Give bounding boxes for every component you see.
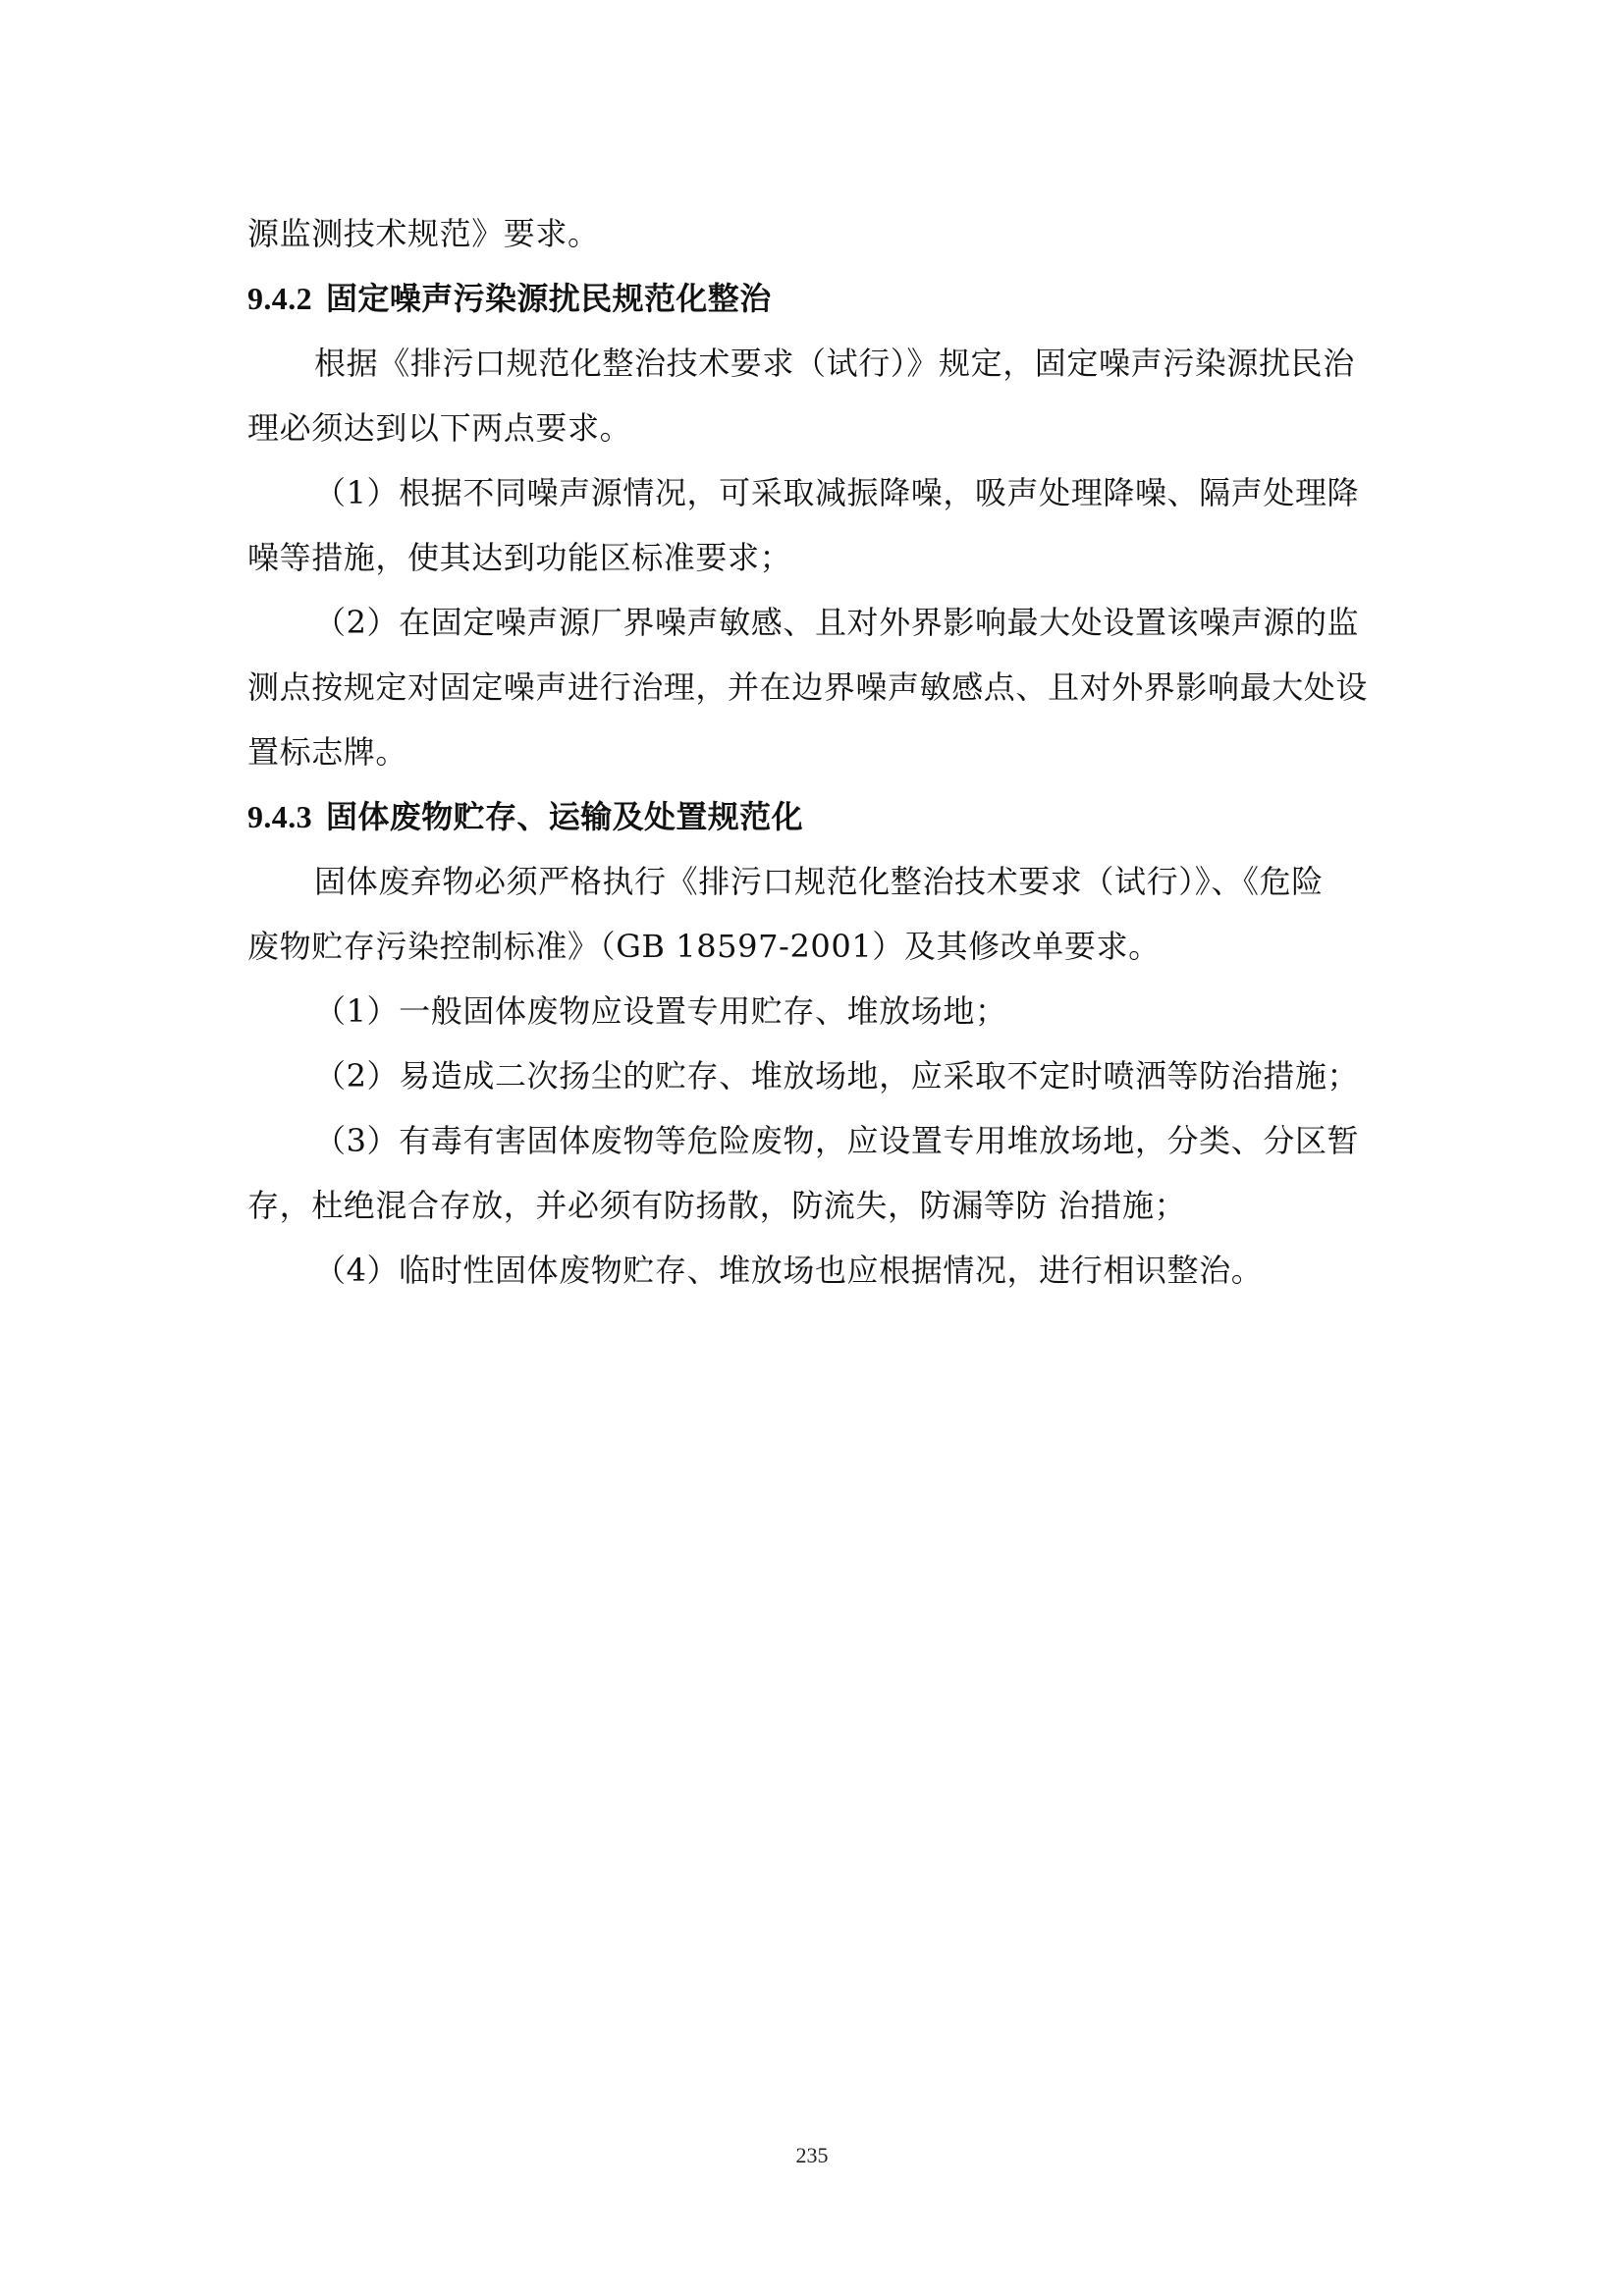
paragraph-line: （2）在固定噪声源厂界噪声敏感、且对外界影响最大处设置该噪声源的监	[314, 604, 1360, 641]
paragraph-line: （1）一般固体废物应设置专用贮存、堆放场地；	[314, 992, 1007, 1030]
paragraph-line: 根据《排污口规范化整治技术要求（试行）》规定，固定噪声污染源扰民治	[314, 345, 1355, 382]
document-body	[247, 201, 1386, 1303]
section-heading-9-4-2	[247, 266, 1386, 331]
paragraph-line: 废物贮存污染控制标准》（GB 18597-2001）及其修改单要求。	[247, 928, 1161, 965]
paragraph-line: 测点按规定对固定噪声进行治理，并在边界噪声敏感点、且对外界影响最大处设	[247, 668, 1369, 706]
page-number: 235	[795, 2143, 829, 2167]
paragraph-line: 置标志牌。	[247, 733, 408, 771]
paragraph-line: （4）临时性固体废物贮存、堆放场也应根据情况，进行相识整治。	[314, 1252, 1264, 1289]
section-heading-9-4-3	[247, 784, 1386, 849]
paragraph-line: 固体废弃物必须严格执行《排污口规范化整治技术要求（试行）》、《危险	[314, 863, 1324, 900]
paragraph-line: 源监测技术规范》要求。	[247, 215, 600, 252]
paragraph-line: （1）根据不同噪声源情况，可采取减振降噪，吸声处理降噪、隔声处理降	[314, 474, 1360, 511]
paragraph-line: （3）有毒有害固体废物等危险废物，应设置专用堆放场地，分类、分区暂	[314, 1122, 1360, 1159]
paragraph-line: 存，杜绝混合存放，并必须有防扬散，防流失，防漏等防 治措施；	[247, 1187, 1187, 1224]
section-number: 9.4.3	[247, 799, 312, 834]
paragraph-line: 理必须达到以下两点要求。	[247, 409, 632, 447]
section-title: 固体废物贮存、运输及处置规范化	[326, 798, 804, 835]
paragraph-line: （2）易造成二次扬尘的贮存、堆放场地，应采取不定时喷洒等防治措施；	[314, 1057, 1360, 1095]
section-title: 固定噪声污染源扰民规范化整治	[326, 280, 772, 317]
paragraph-line: 噪等措施，使其达到功能区标准要求；	[247, 539, 792, 576]
section-number: 9.4.2	[247, 281, 312, 316]
